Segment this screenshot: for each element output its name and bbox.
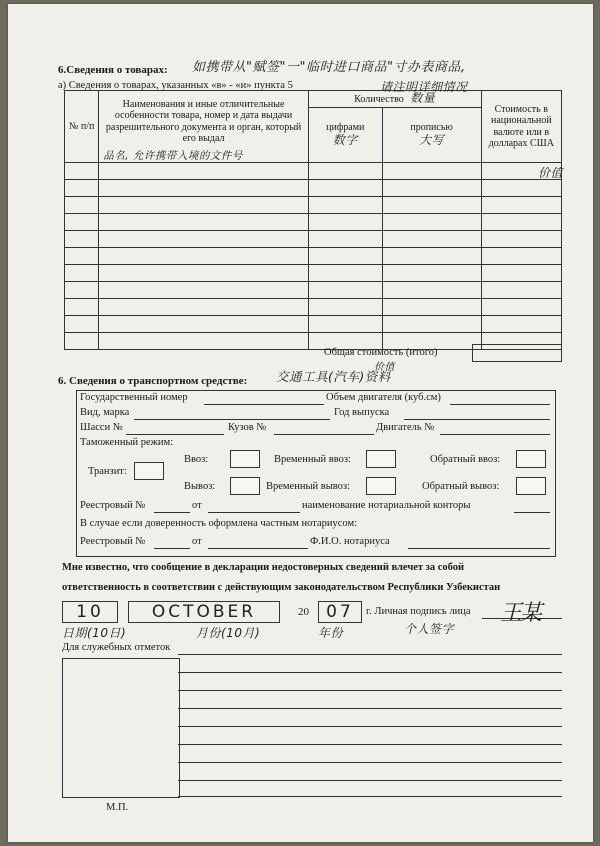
state-number-field[interactable] <box>204 404 324 405</box>
engine-volume-label: Объем двигателя (куб.см) <box>326 392 441 403</box>
table-row <box>65 231 562 248</box>
table-row <box>65 316 562 333</box>
year-prefix: 20 <box>298 606 309 618</box>
col-name-header-text: Наименования и иные отличительные особенности товара, номер и дата выдачи разрешительного документа и орган, который его выдал <box>105 98 302 144</box>
service-line-6[interactable] <box>178 762 562 763</box>
transit-checkbox[interactable] <box>134 462 164 480</box>
total-label: Общая стоимость (итого) <box>324 347 438 358</box>
month-box[interactable]: OCTOBER <box>128 601 280 623</box>
engine-label: Двигатель № <box>376 422 435 433</box>
engine-volume-field[interactable] <box>450 404 550 405</box>
chassis-field[interactable] <box>126 434 224 435</box>
chassis-label: Шасси № <box>80 422 123 433</box>
total-cell <box>472 344 562 362</box>
service-line-2[interactable] <box>178 690 562 691</box>
col-qty-header <box>308 91 481 108</box>
declaration-text-2: ответственность в соответствии с действующим законодательством Республики Узбекистан <box>62 582 501 593</box>
year-box[interactable]: 07 <box>318 601 362 623</box>
body-field[interactable] <box>274 434 374 435</box>
registry-no-field-2[interactable] <box>154 548 190 549</box>
reverse-export-checkbox[interactable] <box>516 477 546 495</box>
from-label: от <box>192 500 202 511</box>
reverse-import-checkbox[interactable] <box>516 450 546 468</box>
year-label: Год выпуска <box>334 407 390 418</box>
private-notary-label: В случае если доверенность оформлена частным нотариусом: <box>80 518 358 529</box>
export-checkbox[interactable] <box>230 477 260 495</box>
declaration-page <box>8 4 593 842</box>
transport-title-handwritten-2: 价值 <box>374 362 395 373</box>
col-name-header <box>99 91 309 163</box>
service-line-5[interactable] <box>178 744 562 745</box>
make-label: Вид, марка <box>80 407 130 418</box>
table-row <box>65 282 562 299</box>
year-field[interactable] <box>404 419 550 420</box>
goods-title-handwritten: 如携带从"赋签"一"临时进口商品"寸办表商品, <box>192 60 466 75</box>
temp-export-label: Временный вывоз: <box>266 481 350 492</box>
stamp-box <box>62 658 180 798</box>
registry-date-field[interactable] <box>208 512 300 513</box>
table-row <box>65 180 562 197</box>
service-line-3[interactable] <box>178 708 562 709</box>
reverse-import-label: Обратный ввоз: <box>430 454 501 465</box>
import-label: Ввоз: <box>184 454 209 465</box>
service-line-1[interactable] <box>178 672 562 673</box>
service-label: Для служебных отметок <box>62 642 171 653</box>
table-row <box>65 299 562 316</box>
table-row <box>65 265 562 282</box>
col-qty-label: Количество <box>354 94 404 106</box>
customs-regime-label: Таможенный режим: <box>80 437 174 448</box>
signature-label: г. Личная подпись лица <box>366 606 471 617</box>
table-row <box>65 248 562 265</box>
col-words-handwritten: 大写 <box>419 132 445 147</box>
col-digits-header <box>308 108 382 163</box>
transport-title-handwritten: 交通工具(汽车)资料 <box>276 369 391 384</box>
goods-subtitle: а) Сведения о товарах, указанных «в» - «и» пункта 5 <box>58 80 293 91</box>
make-field[interactable] <box>134 419 330 420</box>
registry-no-field[interactable] <box>154 512 190 513</box>
transport-section-title: 6. Сведения о транспортном средстве: <box>58 375 248 387</box>
state-number-label: Государственный номер <box>80 392 188 403</box>
notary-office-label: наименование нотариальной конторы <box>302 500 471 511</box>
col-cost-header <box>481 91 561 163</box>
col-cost-text: Стоимость в национальной валюте или в долларах США <box>488 103 554 149</box>
goods-section-title: 6.Сведения о товарах: <box>58 64 168 76</box>
table-row <box>65 197 562 214</box>
col-cost-handwritten: 价值 <box>538 166 564 180</box>
day-handwritten: 日期(10日) <box>62 626 127 640</box>
registry-no-label: Реестровый № <box>80 500 146 511</box>
registry-date-field-2[interactable] <box>208 548 308 549</box>
from-label-2: от <box>192 536 202 547</box>
signature-mark: 王某 <box>500 601 541 626</box>
table-row <box>65 214 562 231</box>
notary-office-field[interactable] <box>514 512 550 513</box>
service-line-0[interactable] <box>178 654 562 655</box>
col-words-header <box>382 108 481 163</box>
declaration-text-1: Мне известно, что сообщение в декларации недостоверных сведений влечет за собой <box>62 562 465 573</box>
temp-import-checkbox[interactable] <box>366 450 396 468</box>
export-label: Вывоз: <box>184 481 216 492</box>
day-box[interactable]: 10 <box>62 601 118 623</box>
col-words-label: прописью <box>410 122 453 134</box>
import-checkbox[interactable] <box>230 450 260 468</box>
col-digits-label: цифрами <box>326 122 365 134</box>
stamp-label: М.П. <box>106 802 129 813</box>
service-line-7[interactable] <box>178 780 562 781</box>
engine-field[interactable] <box>440 434 550 435</box>
notary-fio-field[interactable] <box>408 548 550 549</box>
col-name-handwritten: 品名, 允许携带入境的文件号 <box>103 149 243 162</box>
service-line-4[interactable] <box>178 726 562 727</box>
col-qty-handwritten: 数量 <box>410 91 436 106</box>
col-digits-handwritten: 数字 <box>332 132 358 147</box>
registry-no-label-2: Реестровый № <box>80 536 146 547</box>
col-num-header: № п/п <box>65 91 99 163</box>
temp-import-label: Временный ввоз: <box>274 454 351 465</box>
body-label: Кузов № <box>228 422 267 433</box>
transit-label: Транзит: <box>88 466 127 477</box>
notary-fio-label: Ф.И.О. нотариуса <box>310 536 390 547</box>
signature-handwritten: 个人签字 <box>404 622 455 636</box>
table-row <box>65 163 562 180</box>
month-handwritten: 月份(10月) <box>196 626 261 640</box>
reverse-export-label: Обратный вывоз: <box>422 481 500 492</box>
temp-export-checkbox[interactable] <box>366 477 396 495</box>
service-line-8[interactable] <box>178 796 562 797</box>
year-handwritten: 年份 <box>318 626 344 640</box>
goods-title-handwritten-2: 请注明详细情况 <box>380 80 468 94</box>
goods-table <box>64 90 562 350</box>
